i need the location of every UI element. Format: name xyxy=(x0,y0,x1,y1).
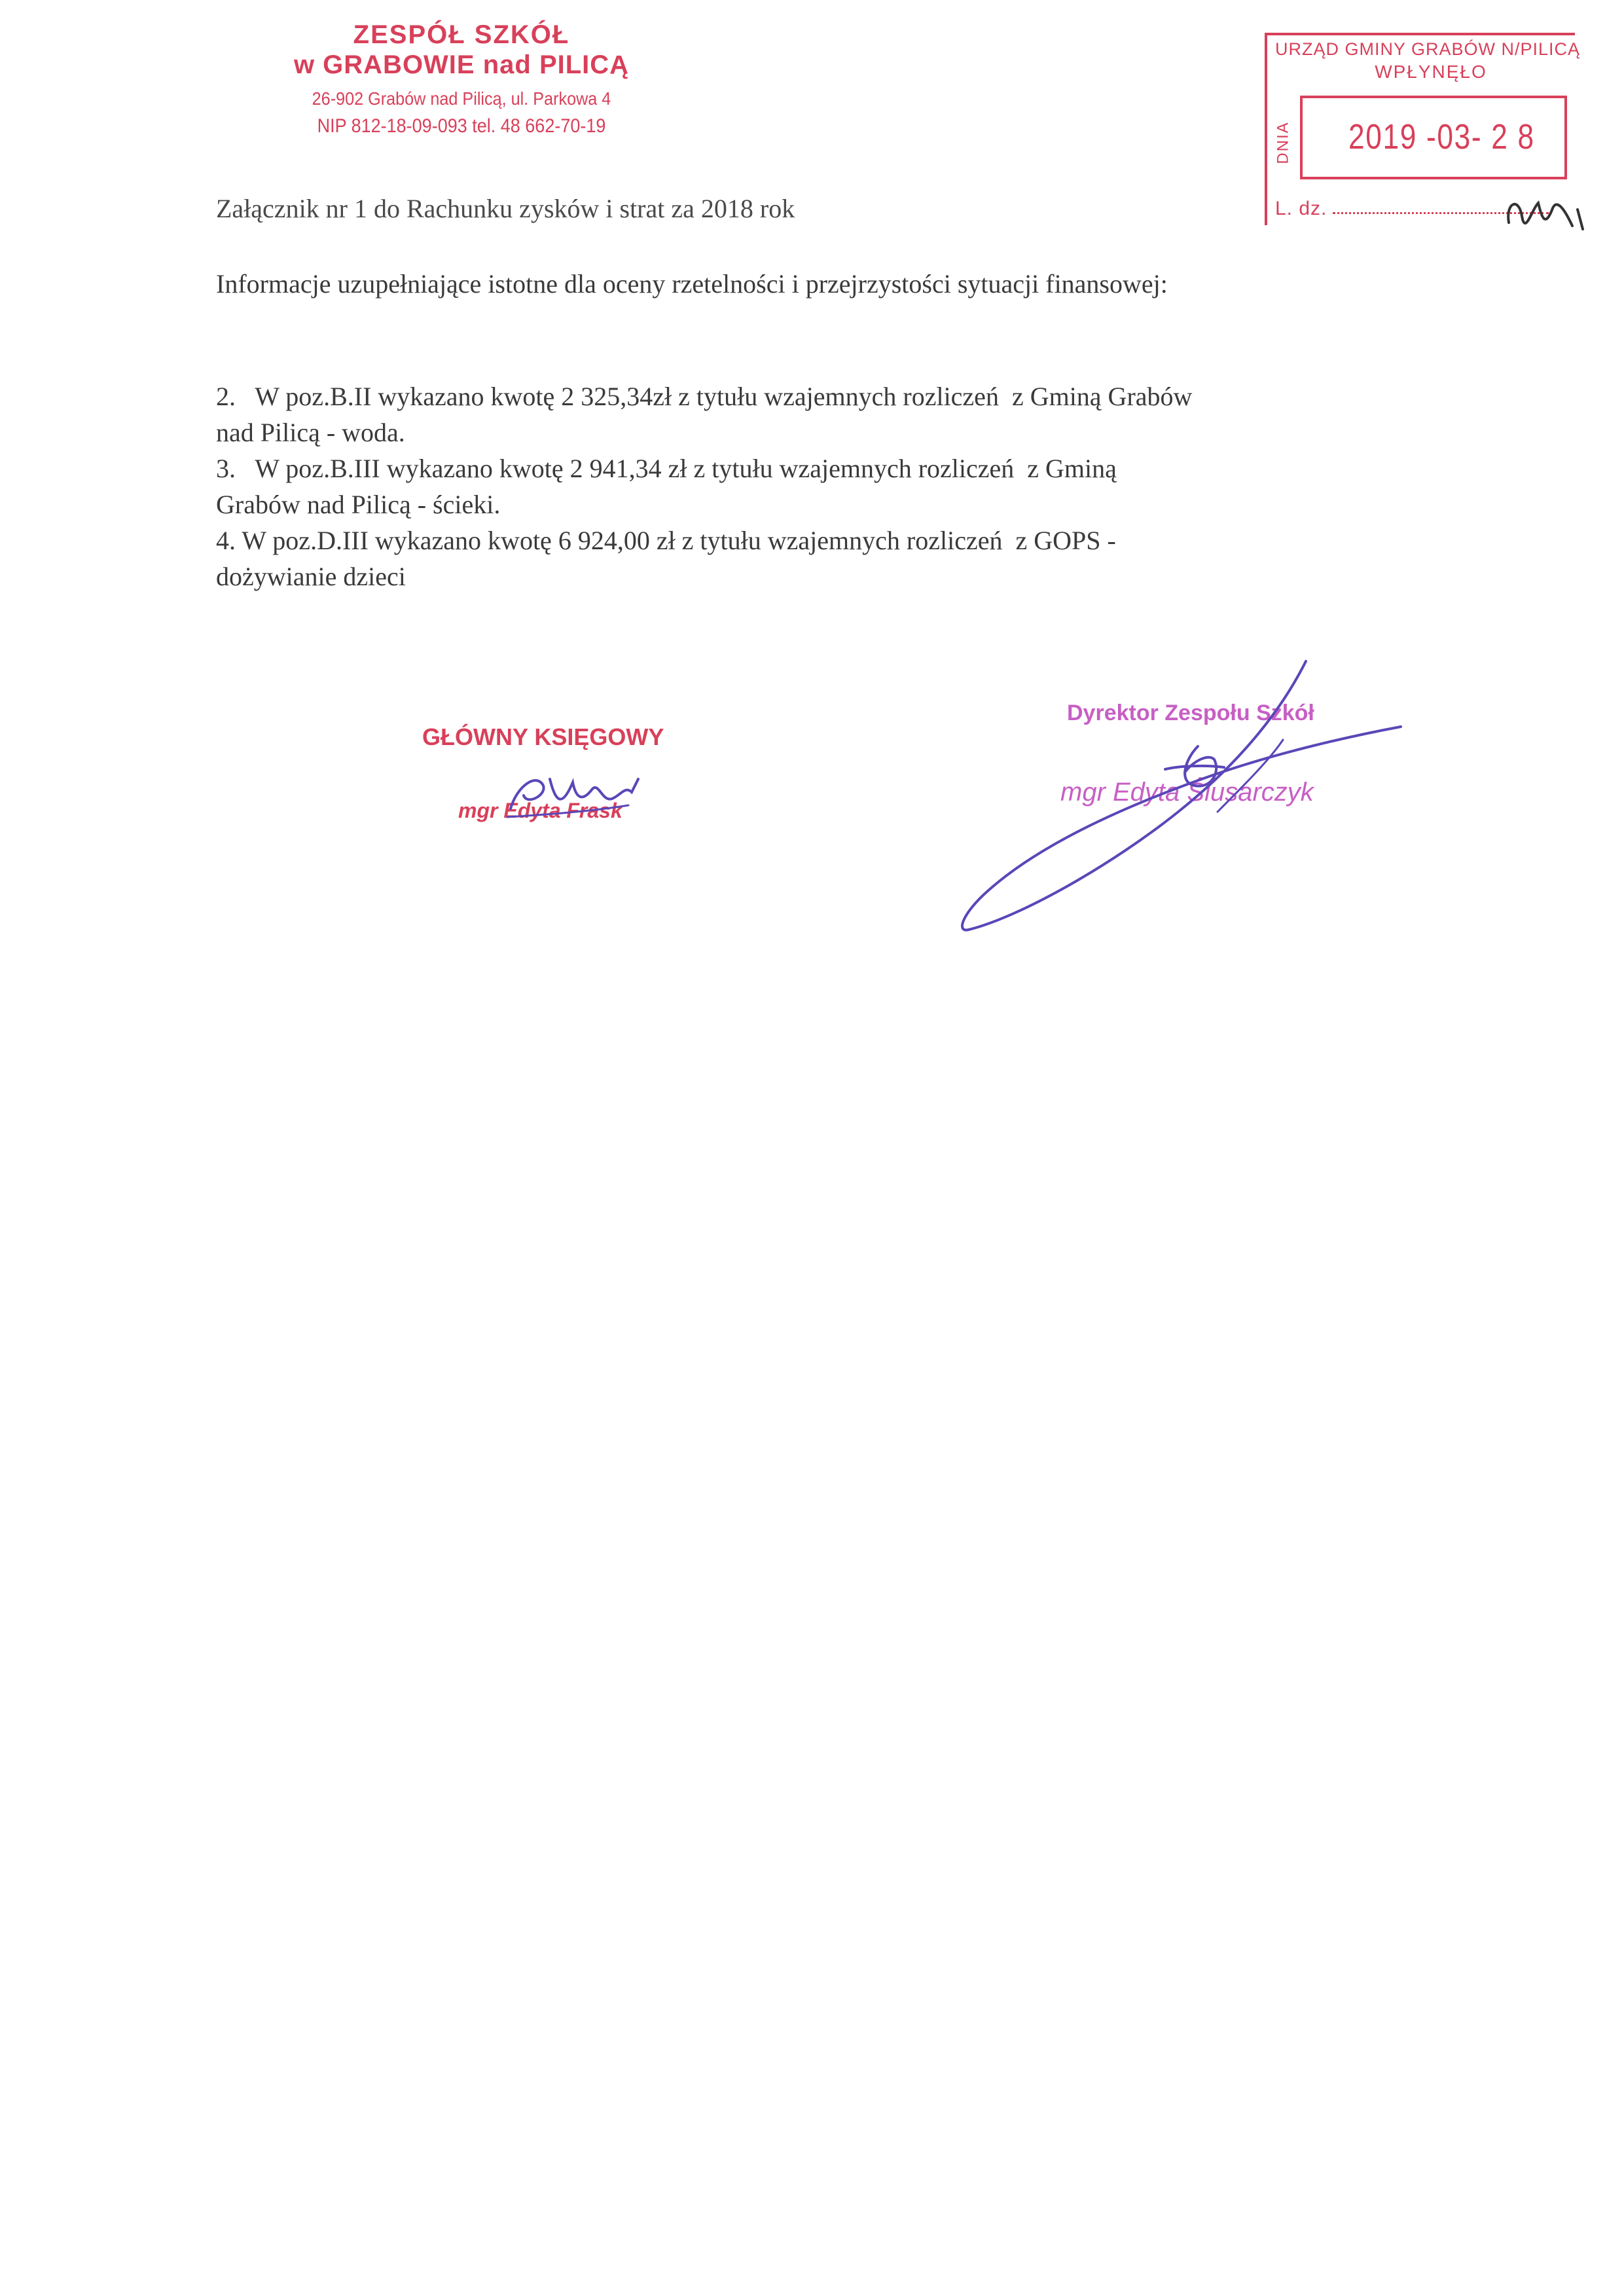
item-line: dożywianie dzieci xyxy=(216,562,406,591)
office-stamp-date-box xyxy=(1300,96,1567,179)
office-received-stamp xyxy=(1265,33,1581,225)
document-intro: Informacje uzupełniające istotne dla oceny rzetelności i przejrzystości sytuacji finansowej: xyxy=(216,269,1168,299)
director-title: Dyrektor Zespołu Szkół xyxy=(1067,701,1314,725)
school-stamp-name: ZESPÓŁ SZKÓŁ xyxy=(353,20,570,49)
item-line: 4. W poz.D.III wykazano kwotę 6 924,00 zł z tytułu wzajemnych rozliczeń z GOPS - xyxy=(216,526,1116,555)
office-stamp-ldz-line xyxy=(1333,212,1549,214)
school-stamp-address: 26-902 Grabów nad Pilicą, ul. Parkowa 4 xyxy=(312,88,611,109)
school-stamp-nip-phone: NIP 812-18-09-093 tel. 48 662-70-19 xyxy=(317,115,606,137)
chief-accountant-name: mgr Edyta Frask xyxy=(458,799,623,822)
item-line: 2. W poz.B.II wykazano kwotę 2 325,34zł z tytułu wzajemnych rozliczeń z Gminą Grabów xyxy=(216,382,1193,411)
item-line: 3. W poz.B.III wykazano kwotę 2 941,34 zł z tytułu wzajemnych rozliczeń z Gminą xyxy=(216,454,1117,483)
chief-accountant-title: GŁÓWNY KSIĘGOWY xyxy=(422,723,664,750)
office-stamp-name: URZĄD GMINY GRABÓW N/PILICĄ xyxy=(1275,39,1581,59)
document-items xyxy=(216,378,1460,594)
school-stamp-location: w GRABOWIE nad PILICĄ xyxy=(293,50,630,79)
director-name: mgr Edyta Ślusarczyk xyxy=(1060,778,1314,807)
item-line: nad Pilicą - woda. xyxy=(216,418,405,447)
item-line: Grabów nad Pilicą - ścieki. xyxy=(216,490,501,519)
office-stamp-ldz-label: L. dz. xyxy=(1275,198,1327,219)
office-stamp-dnia-label: DNIA xyxy=(1274,121,1292,164)
school-stamp xyxy=(268,20,655,140)
document-heading: Załącznik nr 1 do Rachunku zysków i strat za 2018 rok xyxy=(216,194,795,223)
office-stamp-date: 2019 -03- 2 8 xyxy=(1348,117,1535,156)
office-stamp-received: WPŁYNĘŁO xyxy=(1375,62,1487,82)
